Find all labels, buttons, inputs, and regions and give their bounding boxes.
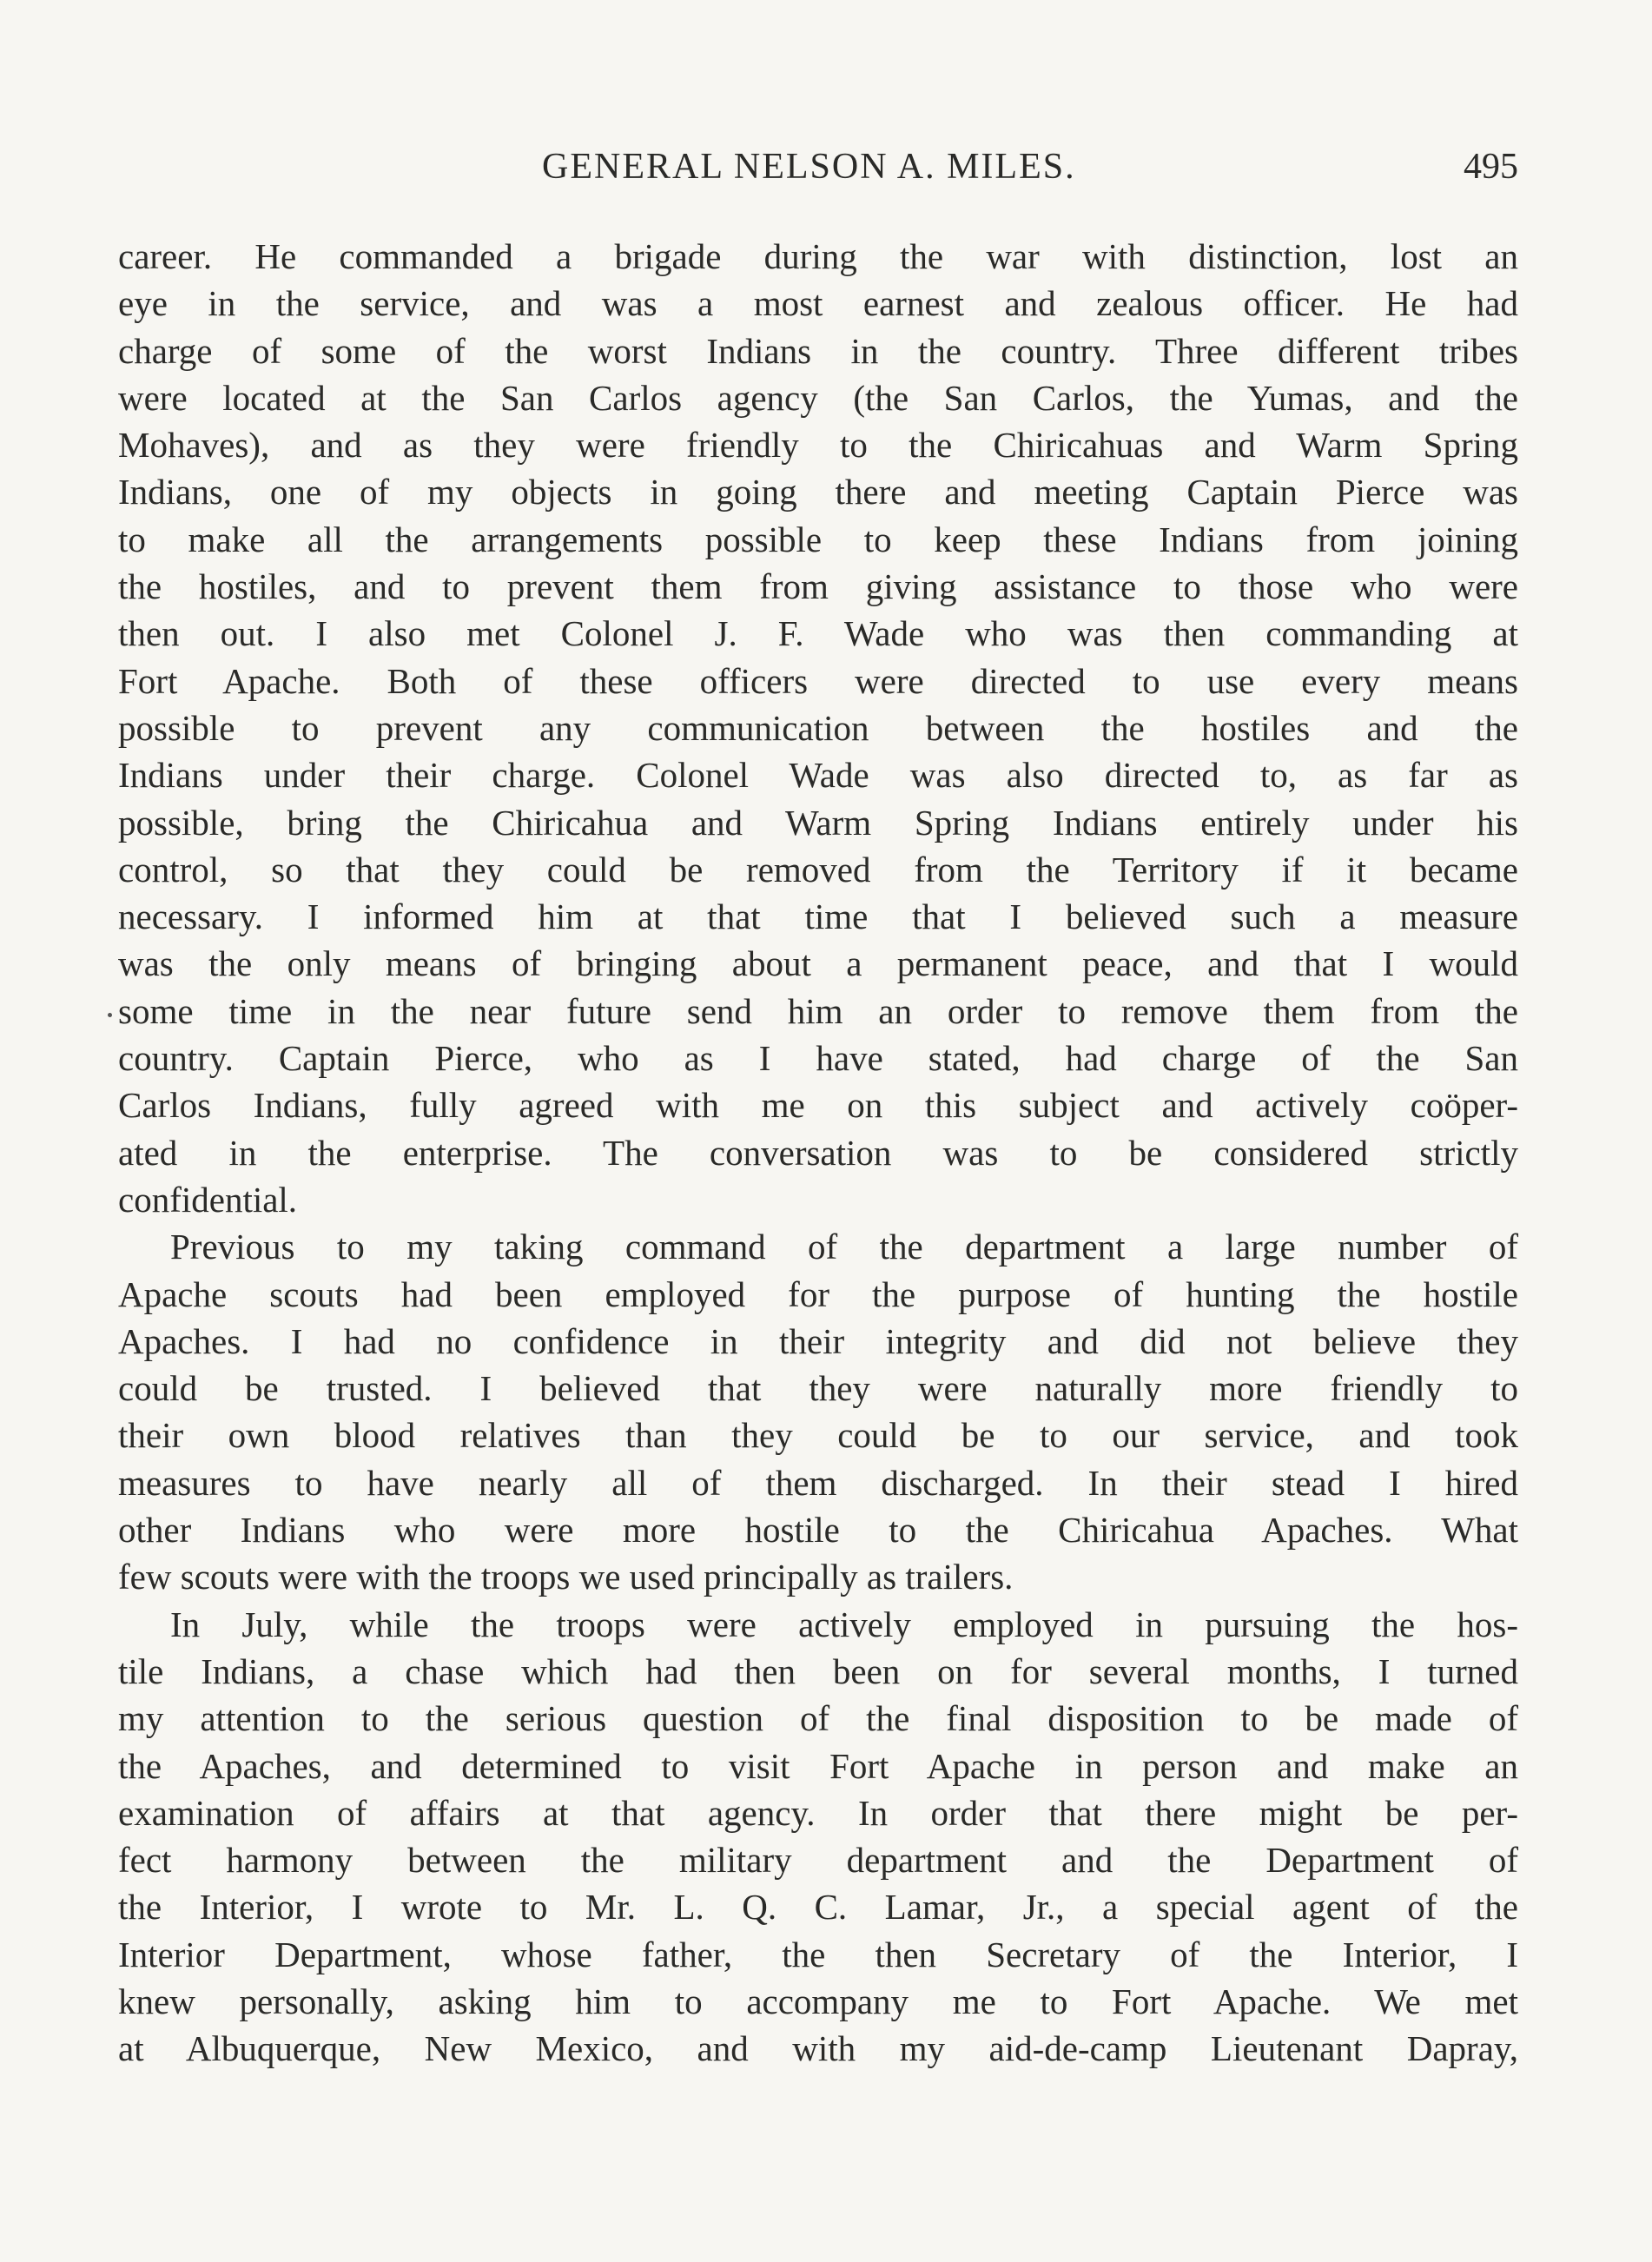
text-line: was the only means of bringing about a permanent peace, and that I would xyxy=(118,943,1518,984)
margin-mark xyxy=(108,1013,112,1017)
text-line: charge of some of the worst Indians in the country. Three different tribes xyxy=(118,330,1518,371)
text-line: the Interior, I wrote to Mr. L. Q. C. Lamar, Jr., a special agent of the xyxy=(118,1887,1518,1928)
text-line: knew personally, asking him to accompany me to Fort Apache. We met xyxy=(118,1981,1518,2021)
text-line: fect harmony between the military department and the Department of xyxy=(118,1840,1518,1881)
text-line: then out. I also met Colonel J. F. Wade who was then commanding at xyxy=(118,613,1518,654)
paragraph-2 xyxy=(118,1223,1518,1600)
text-line: Previous to my taking command of the department a large number of xyxy=(170,1227,1518,1267)
text-line: country. Captain Pierce, who as I have stated, had charge of the San xyxy=(118,1038,1518,1079)
text-line: possible, bring the Chiricahua and Warm Spring Indians entirely under his xyxy=(118,802,1518,843)
text-line: Indians, one of my objects in going there and meeting Captain Pierce was xyxy=(118,472,1518,513)
text-line: could be trusted. I believed that they were naturally more friendly to xyxy=(118,1368,1518,1409)
text-line: Indians under their charge. Colonel Wade was also directed to, as far as xyxy=(118,755,1518,796)
text-line: Fort Apache. Both of these officers were directed to use every means xyxy=(118,660,1518,701)
text-line: few scouts were with the troops we used principally as trailers. xyxy=(118,1557,1014,1597)
text-line: Interior Department, whose father, the then Secretary of the Interior, I xyxy=(118,1934,1518,1974)
text-line: eye in the service, and was a most earnest and zealous officer. He had xyxy=(118,283,1518,324)
text-line: Mohaves), and as they were friendly to the Chiricahuas and Warm Spring xyxy=(118,425,1518,466)
paragraph-3 xyxy=(118,1601,1518,2073)
text-line: tile Indians, a chase which had then been on for several months, I turned xyxy=(118,1650,1518,1691)
text-line: career. He commanded a brigade during the war with distinction, lost an xyxy=(118,236,1518,276)
text-line: confidential. xyxy=(118,1179,298,1220)
body-text xyxy=(118,233,1518,2073)
text-line: ated in the enterprise. The conversation was to be considered strictly xyxy=(118,1132,1518,1173)
text-line: other Indians who were more hostile to the Chiricahua Apaches. What xyxy=(118,1510,1518,1551)
text-line: Apaches. I had no confidence in their integrity and did not believe they xyxy=(118,1320,1518,1361)
text-line: Carlos Indians, fully agreed with me on this subject and actively coöper- xyxy=(118,1085,1518,1126)
page-header xyxy=(118,146,1518,198)
text-line: were located at the San Carlos agency (the San Carlos, the Yumas, and the xyxy=(118,377,1518,418)
text-line: Apache scouts had been employed for the purpose of hunting the hostile xyxy=(118,1273,1518,1314)
text-line: measures to have nearly all of them discharged. In their stead I hired xyxy=(118,1462,1518,1503)
text-line: the Apaches, and determined to visit Fort Apache in person and make an xyxy=(118,1745,1518,1786)
text-line: control, so that they could be removed from the Territory if it became xyxy=(118,849,1518,890)
text-line: some time in the near future send him an order to remove them from the xyxy=(118,990,1518,1031)
text-line: the hostiles, and to prevent them from giving assistance to those who were xyxy=(118,566,1518,607)
text-line: to make all the arrangements possible to keep these Indians from joining xyxy=(118,519,1518,559)
text-line: my attention to the serious question of the final disposition to be made of xyxy=(118,1698,1518,1739)
page-number: 495 xyxy=(1464,147,1518,187)
text-line: necessary. I informed him at that time that I believed such a measure xyxy=(118,896,1518,937)
text-line: their own blood relatives than they could be to our service, and took xyxy=(118,1415,1518,1456)
text-line: at Albuquerque, New Mexico, and with my aid-de-camp Lieutenant Dapray, xyxy=(118,2028,1518,2069)
text-line: In July, while the troops were actively employed in pursuing the hos- xyxy=(170,1604,1518,1644)
running-head: GENERAL NELSON A. MILES. xyxy=(542,147,1076,187)
text-line: possible to prevent any communication between the hostiles and the xyxy=(118,707,1518,748)
text-line: examination of affairs at that agency. In order that there might be per- xyxy=(118,1792,1518,1833)
paragraph-1 xyxy=(118,233,1518,1223)
